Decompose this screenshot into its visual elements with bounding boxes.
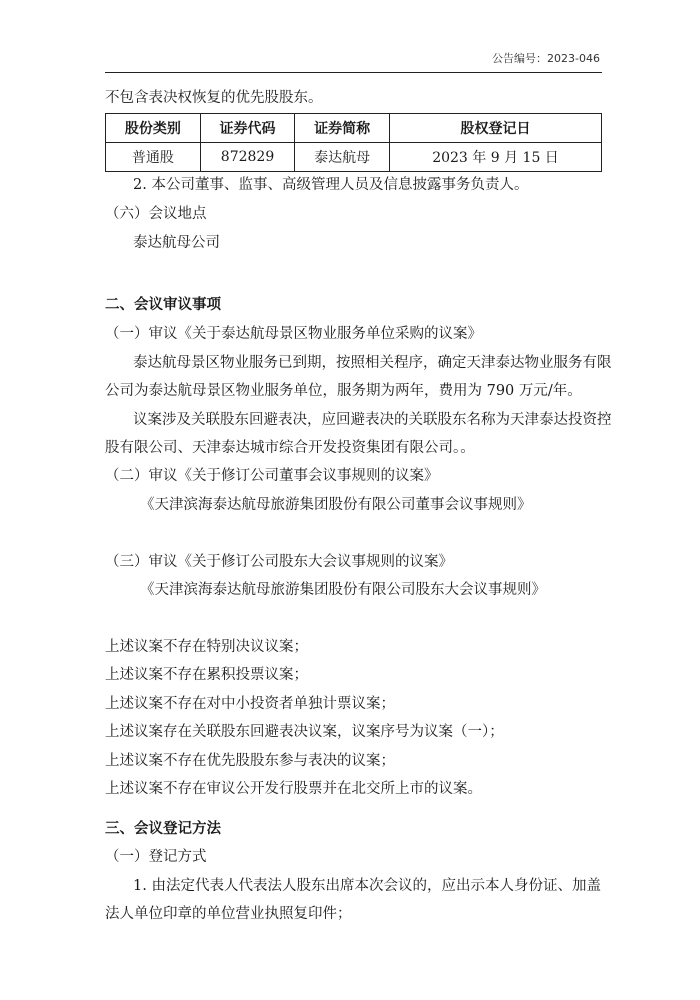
paragraph-line: 1. 由法定代表人代表法人股东出席本次会议的，应出示本人身份证、加盖: [133, 878, 601, 894]
note-line: 上述议案不存在优先股股东参与表决的议案；: [105, 753, 395, 769]
table-cell: 泰达航母: [295, 143, 390, 172]
paragraph-line: 不包含表决权恢复的优先股股东。: [105, 90, 323, 106]
table-cell: 872829: [200, 143, 295, 172]
table-header-cell: 股份类别: [106, 114, 201, 143]
section-heading: 三、会议登记方法: [105, 821, 221, 837]
paragraph-line: 股有限公司、天津泰达城市综合开发投资集团有限公司。。: [105, 440, 475, 456]
table-cell: 普通股: [106, 143, 201, 172]
paragraph-line: 《天津滨海泰达航母旅游集团股份有限公司股东大会议事规则》: [140, 582, 546, 598]
note-line: 上述议案不存在累积投票议案；: [105, 667, 308, 683]
table-cell: 2023 年 9 月 15 日: [390, 143, 602, 172]
paragraph-line: 泰达航母景区物业服务已到期，按照相关程序，确定天津泰达物业服务有限: [133, 355, 612, 371]
registration-table: [105, 113, 602, 172]
paragraph-line: 议案涉及关联股东回避表决，应回避表决的关联股东名称为天津泰达投资控: [133, 412, 612, 428]
note-line: 上述议案不存在对中小投资者单独计票议案；: [105, 696, 395, 712]
table-row: [106, 143, 602, 172]
table-header-cell: 股权登记日: [390, 114, 602, 143]
table-header-row: [106, 114, 602, 143]
paragraph-line: 《天津滨海泰达航母旅游集团股份有限公司董事会议事规则》: [140, 497, 532, 513]
note-line: 上述议案不存在审议公开发行股票并在北交所上市的议案。: [105, 781, 482, 797]
section-heading: 二、会议审议事项: [105, 297, 221, 313]
table-header-cell: 证券简称: [295, 114, 390, 143]
subsection-heading: （六）会议地点: [105, 206, 207, 222]
paragraph-line: 2. 本公司董事、监事、高级管理人员及信息披露事务负责人。: [133, 177, 529, 193]
table-header-cell: 证券代码: [200, 114, 295, 143]
header-rule: [105, 72, 602, 73]
announcement-number: 公告编号：2023-046: [492, 52, 600, 65]
subsection-heading: （二）审议《关于修订公司董事会议事规则的议案》: [105, 468, 439, 484]
paragraph-line: 法人单位印章的单位营业执照复印件；: [105, 906, 352, 922]
note-line: 上述议案不存在特别决议议案；: [105, 639, 308, 655]
subsection-heading: （三）审议《关于修订公司股东大会议事规则的议案》: [105, 554, 453, 570]
subsection-heading: （一）审议《关于泰达航母景区物业服务单位采购的议案》: [105, 326, 482, 342]
subsection-heading: （一）登记方式: [105, 849, 207, 865]
note-line: 上述议案存在关联股东回避表决议案，议案序号为议案（一）；: [105, 724, 504, 740]
paragraph-line: 公司为泰达航母景区物业服务单位，服务期为两年，费用为 790 万元/年。: [105, 383, 582, 399]
paragraph-line: 泰达航母公司: [133, 235, 220, 251]
